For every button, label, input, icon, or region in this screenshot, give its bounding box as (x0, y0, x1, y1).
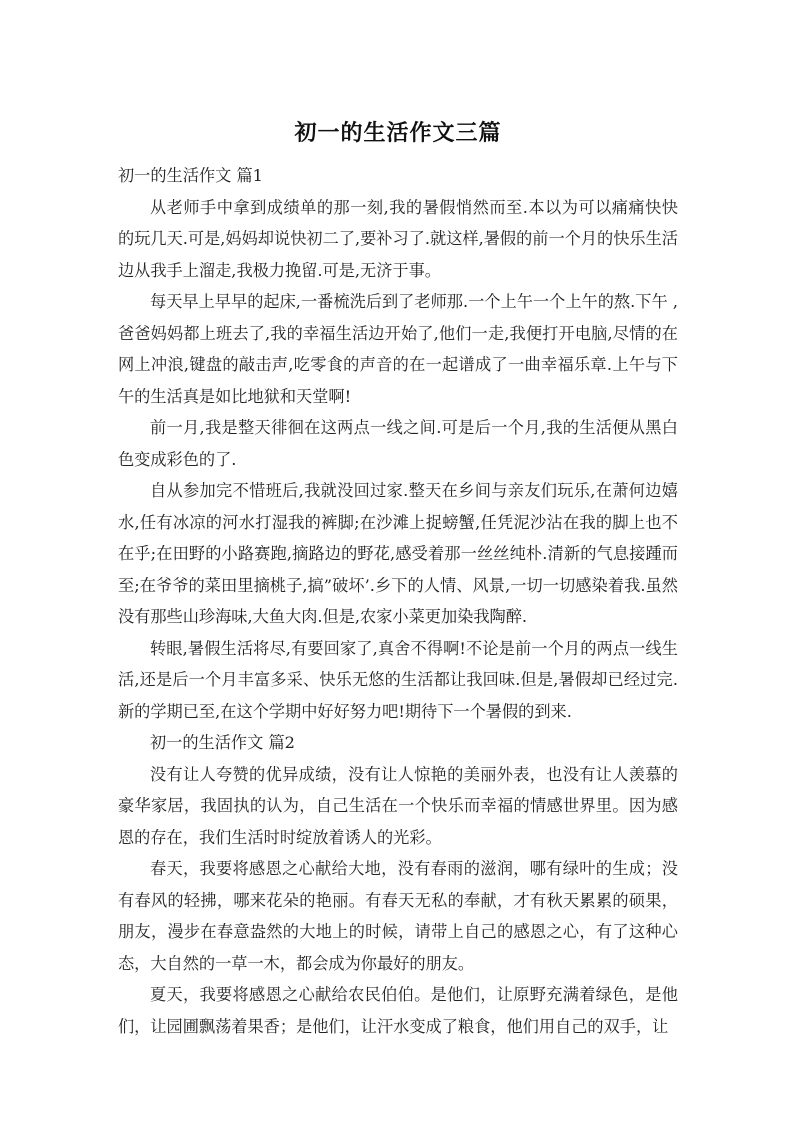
paragraph: 春天，我要将感恩之心献给大地，没有春雨的滋润，哪有绿叶的生成；没有春风的轻拂，哪来花朵的艳丽。有春天无私的奉献，才有秋天累累的硕果，朋友，漫步在春意盎然的大地上的时候，请带上自己的感恩之心，有了这种心态，大自然的一草一木，都会成为你最好的朋友。 (118, 859, 678, 973)
document-page (118, 118, 678, 1042)
section-heading-2: 初一的生活作文 篇2 (150, 733, 295, 752)
paragraph: 没有让人夸赞的优异成绩，没有让人惊艳的美丽外表，也没有让人羡慕的豪华家居，我固执的认为，自己生活在一个快乐而幸福的情感世界里。因为感恩的存在，我们生活时时绽放着诱人的光彩。 (118, 764, 678, 847)
paragraph: 从老师手中拿到成绩单的那一刻,我的暑假悄然而至.本以为可以痛痛快快的玩几天.可是,妈妈却说快初二了,要补习了.就这样,暑假的前一个月的快乐生活边从我手上溜走,我极力挽留.可是,无济于事。 (118, 197, 678, 280)
document-body (118, 160, 678, 1042)
paragraph: 夏天，我要将感恩之心献给农民伯伯。是他们，让原野充满着绿色，是他们，让园圃飘荡着果香；是他们，让汗水变成了粮食，他们用自己的双手，让 (118, 985, 678, 1036)
section-heading-1: 初一的生活作文 篇1 (118, 166, 263, 185)
paragraph: 自从参加完不惜班后,我就没回过家.整天在乡间与亲友们玩乐,在萧何边嬉水,任有冰凉的河水打湿我的裤脚;在沙滩上捉螃蟹,任凭泥沙沾在我的脚上也不在乎;在田野的小路赛跑,摘路边的野花,感受着那一丝丝纯朴.清新的气息接踵而至;在爷爷的菜田里摘桃子,搞”破坏’.乡下的人情、风景,一切一切感染着我.虽然没有那些山珍海味,大鱼大肉.但是,农家小菜更加染我陶醉. (118, 481, 678, 626)
paragraph: 每天早上早早的起床,一番梳洗后到了老师那.一个上午一个上午的熬.下午 ,爸爸妈妈都上班去了,我的幸福生活边开始了,他们一走,我便打开电脑,尽情的在网上冲浪,键盘的敲击声,吃零食的声音的在一起谱成了一曲幸福乐章.上午与下午的生活真是如比地狱和天堂啊! (118, 292, 678, 406)
document-title: 初一的生活作文三篇 (294, 121, 502, 146)
paragraph: 转眼,暑假生活将尽,有要回家了,真舍不得啊!不论是前一个月的两点一线生活,还是后一个月丰富多采、快乐无悠的生活都让我回味.但是,暑假却已经过完.新的学期已至,在这个学期中好好努力吧!期待下一个暑假的到来. (118, 638, 678, 721)
paragraph: 前一月,我是整天徘徊在这两点一线之间.可是后一个月,我的生活便从黑白色变成彩色的了. (118, 418, 678, 469)
